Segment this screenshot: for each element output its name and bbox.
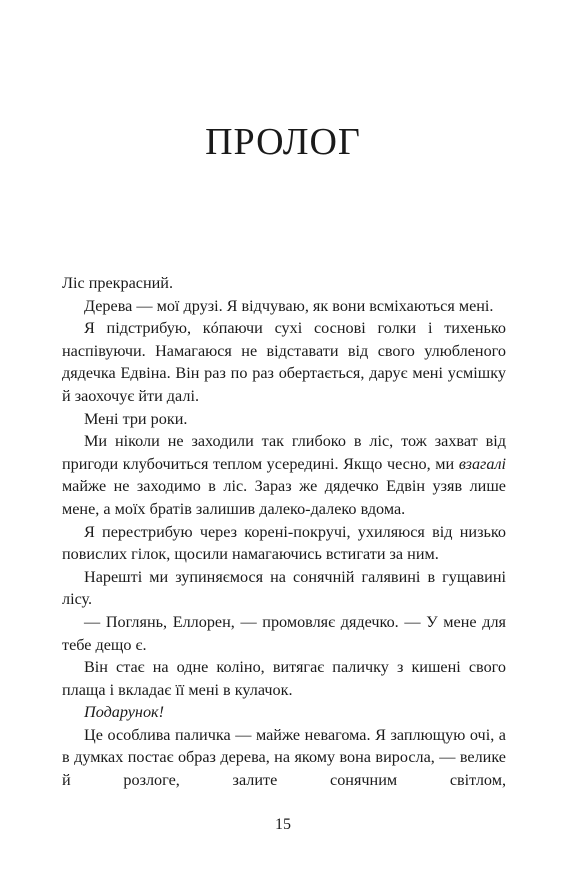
text-run: Мені три роки. bbox=[84, 409, 188, 428]
chapter-body bbox=[62, 272, 506, 792]
paragraph bbox=[62, 701, 506, 724]
page-number: 15 bbox=[275, 816, 291, 833]
text-run: майже не заходимо в ліс. Зараз же дядечко Едвін узяв лише мене, а моїх братів залишив далеко-далеко вдома. bbox=[62, 477, 506, 518]
paragraph bbox=[62, 724, 506, 792]
paragraph bbox=[62, 295, 506, 318]
text-run: — Поглянь, Еллорен, — промовляє дядечко. — У мене для тебе дещо є. bbox=[62, 612, 506, 654]
text-run: Ліс прекрасний. bbox=[62, 274, 174, 292]
paragraph bbox=[62, 430, 506, 520]
paragraph bbox=[62, 408, 506, 431]
emphasized-text: Подарунок! bbox=[84, 703, 165, 722]
text-run: Я підстрибую, кóпаючи сухі соснові голки і тихенько наспівуючи. Намагаюся не відставати від свого улюбленого дядечка Едвіна. Він раз по раз обертається, дарує мені усмішку й заохочує йти далі. bbox=[62, 319, 506, 405]
text-run: Ми ніколи не заходили так глибоко в ліс, тож захват від пригоди клубочиться теплом усередині. Якщо чесно, ми bbox=[62, 432, 506, 473]
paragraph bbox=[62, 656, 506, 701]
text-run: Я перестрибую через корені-покручі, ухиляюся від низько повислих гілок, щосили намагаючись встигати за ним. bbox=[62, 522, 506, 564]
text-run: Нарешті ми зупиняємося на сонячній галявині в гущавині лісу. bbox=[62, 567, 506, 609]
paragraph bbox=[62, 566, 506, 611]
paragraph bbox=[62, 317, 506, 407]
text-run: Дерева — мої друзі. Я відчуваю, як вони всміхаються мені. bbox=[84, 296, 494, 315]
paragraph bbox=[62, 272, 506, 295]
paragraph bbox=[62, 611, 506, 656]
chapter-title: ПРОЛОГ bbox=[205, 121, 361, 163]
text-run: Він стає на одне коліно, витягає паличку з кишені свого плаща і вкладає її мені в кулачок. bbox=[62, 658, 506, 699]
text-run: Це особлива паличка — майже невагома. Я заплющую очі, а в думках постає образ дерева, на якому вона виросла, — велике й розлоге, залите сонячним світлом, bbox=[62, 725, 506, 790]
emphasized-text: взагалі bbox=[458, 454, 506, 473]
paragraph bbox=[62, 521, 506, 566]
